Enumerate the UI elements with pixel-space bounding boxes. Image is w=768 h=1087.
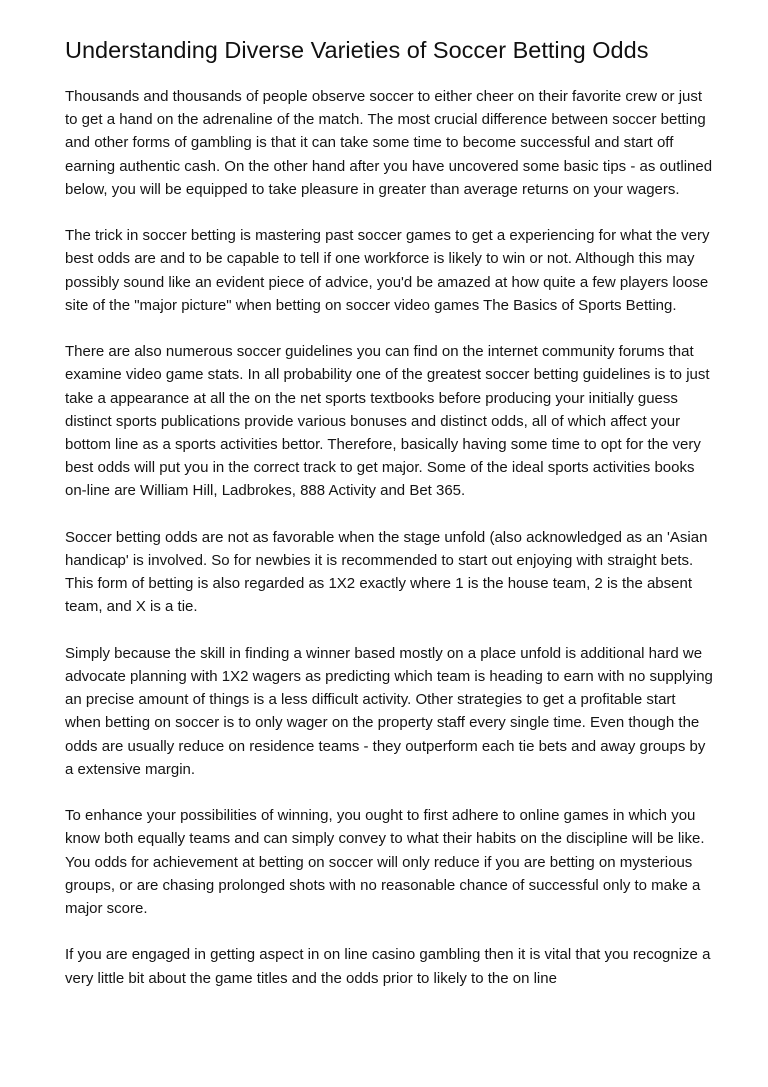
paragraph: There are also numerous soccer guidelines you can find on the internet community forums that examine video game stats. In all probability one of the greatest soccer betting guidelines is to just take a appearance at all the on the net sports textbooks before producing your initially guess distinct sports publications provide various bonuses and distinct odds, all of which affect your bottom line as a sports activities bettor. Therefore, basically having some time to opt for the very best odds will put you in the correct track to get major. Some of the ideal sports activities books on-line are William Hill, Ladbrokes, 888 Activity and Bet 365. [65, 343, 710, 500]
paragraph: Thousands and thousands of people observe soccer to either cheer on their favorite crew or just to get a hand on the adrenaline of the match. The most crucial difference between soccer betting and other forms of gambling is that it can take some time to become successful and start off earning authentic cash. On the other hand after you have uncovered some basic tips - as outlined below, you will be equipped to take pleasure in greater than average returns on your wagers. [65, 88, 713, 198]
document-body [65, 85, 715, 1013]
paragraph: To enhance your possibilities of winning, you ought to first adhere to online games in which you know both equally teams and can simply convey to what their habits on the discipline will be like. You odds for achievement at betting on soccer will only reduce if you are betting on mysterious groups, or are chasing prolonged shots with no reasonable chance of successful only to make a major score. [65, 807, 705, 918]
paragraph: The trick in soccer betting is mastering past soccer games to get a experiencing for what the very best odds are and to be capable to tell if one workforce is likely to win or not. Although this may possibly sound like an evident piece of advice, you'd be amazed at how quite a few players loose site of the "major picture" when betting on soccer video games The Basics of Sports Betting. [65, 227, 710, 314]
paragraph: If you are engaged in getting aspect in on line casino gambling then it is vital that you recognize a very little bit about the game titles and the odds prior to likely to the on line [65, 946, 711, 987]
paragraph: Soccer betting odds are not as favorable when the stage unfold (also acknowledged as an 'Asian handicap' is involved. So for newbies it is recommended to start out enjoying with straight bets. This form of betting is also regarded as 1X2 exactly where 1 is the house team, 2 is the absent team, and X is a tie. [65, 528, 708, 616]
document-title: Understanding Diverse Varieties of Soccer Betting Odds [65, 37, 649, 63]
paragraph: Simply because the skill in finding a winner based mostly on a place unfold is additional hard we advocate planning with 1X2 wagers as predicting which team is heading to earn with no supplying an precise amount of things is a less difficult activity. Other strategies to get a profitable start when betting on soccer is to only wager on the property staff every single time. Even though the odds are usually reduce on residence teams - they outperform each tie bets and away groups by a extensive margin. [65, 644, 713, 778]
